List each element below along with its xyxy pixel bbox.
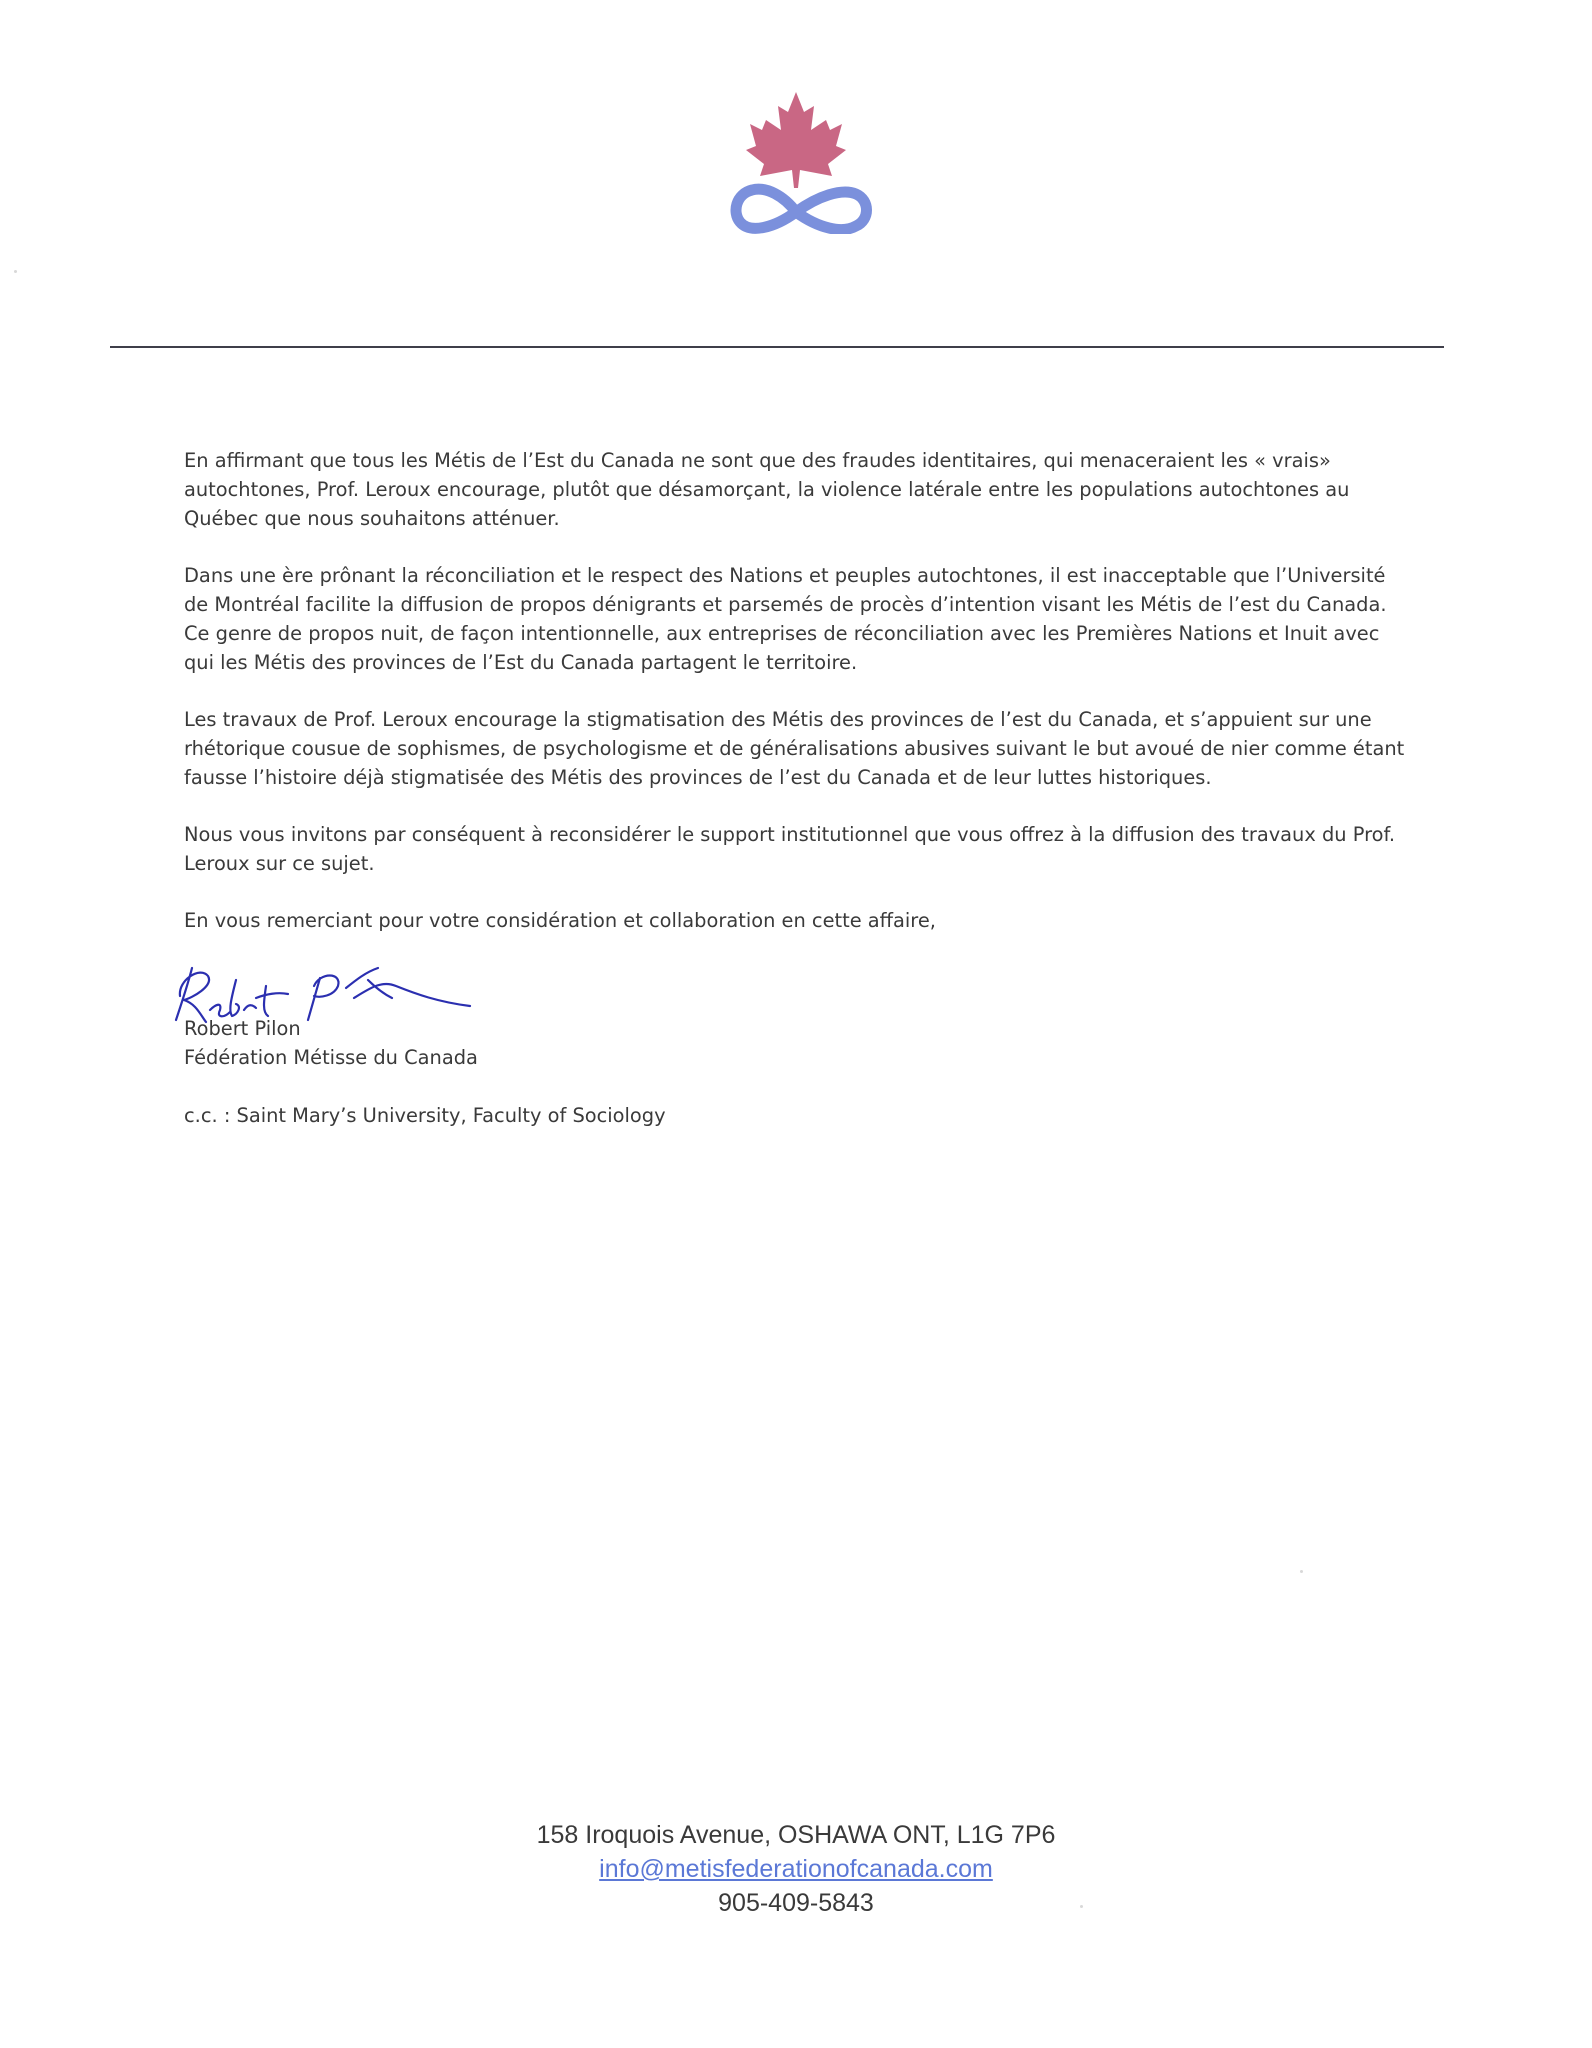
signatory-organization: Fédération Métisse du Canada [184, 1046, 478, 1069]
paragraph-3: Les travaux de Prof. Leroux encourage la stigmatisation des Métis des provinces de l’est du Canada, et s’appuient sur une rhétorique cousue de sophismes, de psychologisme et de généralisations abusives suivant le but avoué de nier comme étant fausse l’histoire déjà stigmatisée des Métis des provinces de l’est du Canada et de leur luttes historiques. [184, 708, 1405, 789]
carbon-copy-line: c.c. : Saint Mary’s University, Faculty of Sociology [184, 1104, 666, 1127]
letter-body [184, 446, 1414, 963]
scan-speck [14, 270, 17, 273]
infinity-icon [736, 189, 867, 229]
footer-email-link[interactable]: info@metisfederationofcanada.com [599, 1855, 993, 1883]
maple-leaf-infinity-icon [718, 84, 874, 234]
metis-federation-logo [718, 84, 874, 234]
paragraph-2: Dans une ère prônant la réconciliation et le respect des Nations et peuples autochtones, il est inacceptable que l’Université de Montréal facilite la diffusion de propos dénigrants et parsemés de procès d’intention visant les Métis de l’est du Canada. Ce genre de propos nuit, de façon intentionnelle, aux entreprises de réconciliation avec les Premières Nations et Inuit avec qui les Métis des provinces de l’Est du Canada partagent le territoire. [184, 564, 1387, 674]
scan-speck [1080, 1905, 1083, 1908]
paragraph-closing: En vous remerciant pour votre considération et collaboration en cette affaire, [184, 909, 936, 932]
scan-speck [1300, 1570, 1303, 1573]
maple-leaf-icon [746, 92, 846, 188]
paragraph-4: Nous vous invitons par conséquent à reconsidérer le support institutionnel que vous offrez à la diffusion des travaux du Prof. Leroux sur ce sujet. [184, 823, 1396, 875]
signature-block [184, 1014, 478, 1072]
footer-address: 158 Iroquois Avenue, OSHAWA ONT, L1G 7P6 [536, 1821, 1056, 1849]
footer-phone: 905-409-5843 [718, 1889, 874, 1917]
paragraph-1: En affirmant que tous les Métis de l’Est du Canada ne sont que des fraudes identitaires, qui menaceraient les « vrais» autochtones, Prof. Leroux encourage, plutôt que désamorçant, la violence latérale entre les populations autochtones au Québec que nous souhaitons atténuer. [184, 449, 1350, 530]
letter-footer [0, 1818, 1592, 1920]
letterhead-divider [110, 346, 1444, 348]
signatory-name: Robert Pilon [184, 1017, 301, 1040]
